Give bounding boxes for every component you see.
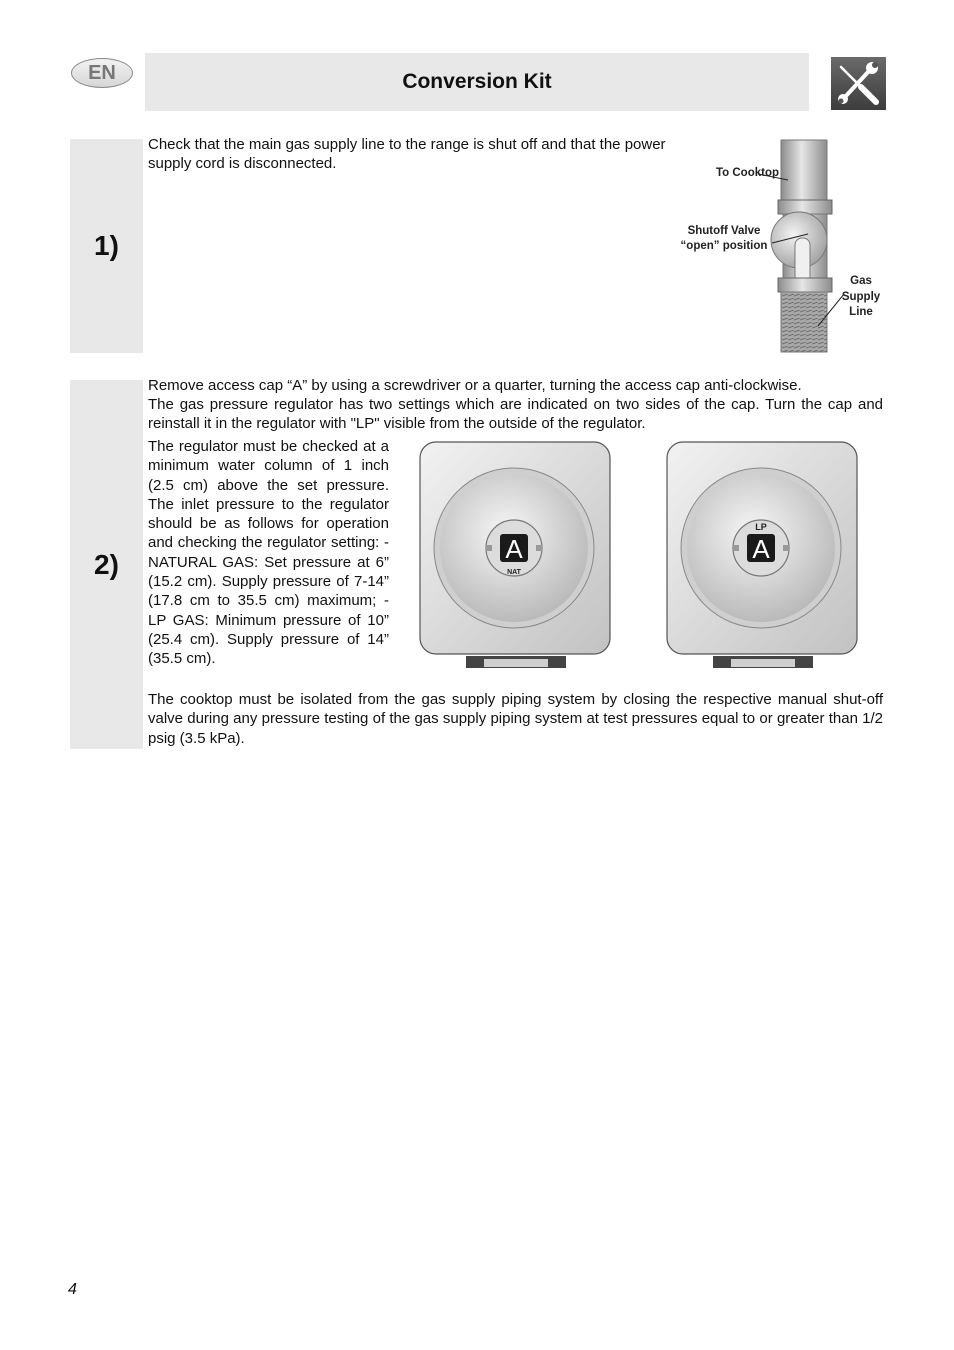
step-2-outro: The cooktop must be isolated from the gas supply piping system by closing the respective manual shut-off valve during any pressure testing of the gas supply piping system at test pressures equal to or greater than 1/2 psig (3.5 kPa). — [148, 691, 883, 747]
step-1-text: Check that the main gas supply line to the range is shut off and that the power supply cord is disconnected. — [148, 136, 666, 173]
step-2-number: 2) — [94, 548, 119, 580]
cap-letter-nat: A — [505, 534, 523, 564]
step-2-intro-1: Remove access cap “A” by using a screwdriver or a quarter, turning the access cap anti-clockwise. — [148, 377, 802, 394]
language-badge: EN — [71, 58, 133, 88]
label-valve-line1: Shutoff Valve — [687, 225, 761, 237]
label-to-cooktop: To Cooktop — [715, 167, 779, 179]
tools-icon — [831, 57, 886, 110]
label-supply-line2: Supply — [841, 291, 881, 303]
page-title: Conversion Kit — [402, 70, 552, 93]
step-2-marker — [70, 380, 143, 749]
step-2-side-text: The regulator must be checked at a minimum water column of 1 inch (2.5 cm) above the set pressure. The inlet pressure to the regulator should be as follows for operation and checking the regulator setting: - NATURAL GAS: Set pressure at 6” (15.2 cm). Supply pressure of 7-14” (17.8 cm to 35.5 cm) maximum; - LP GAS: Minimum pressure of 10” (25.4 cm). Supply pressure of 14” (35.5 cm). — [148, 438, 389, 668]
label-supply-line1: Gas — [850, 275, 872, 287]
shutoff-valve-figure — [668, 138, 888, 354]
step-1-number: 1) — [94, 230, 119, 261]
regulator-nat-figure — [418, 440, 614, 672]
step-1-marker — [70, 139, 143, 353]
regulator-lp-figure — [665, 440, 861, 672]
step-2-intro-2: The gas pressure regulator has two settings which are indicated on two sides of the cap. Turn the cap and reinstall it in the regulator with "LP" visible from the outside of the regulator. — [148, 396, 883, 433]
cap-letter-lp: A — [752, 534, 770, 564]
label-valve-line2: “open” position — [680, 240, 768, 252]
page-number: 4 — [68, 1281, 77, 1298]
label-supply-line3: Line — [849, 306, 873, 318]
cap-marking-lp: LP — [755, 522, 767, 532]
header-bar — [145, 53, 809, 111]
cap-marking-nat: NAT — [507, 569, 521, 576]
